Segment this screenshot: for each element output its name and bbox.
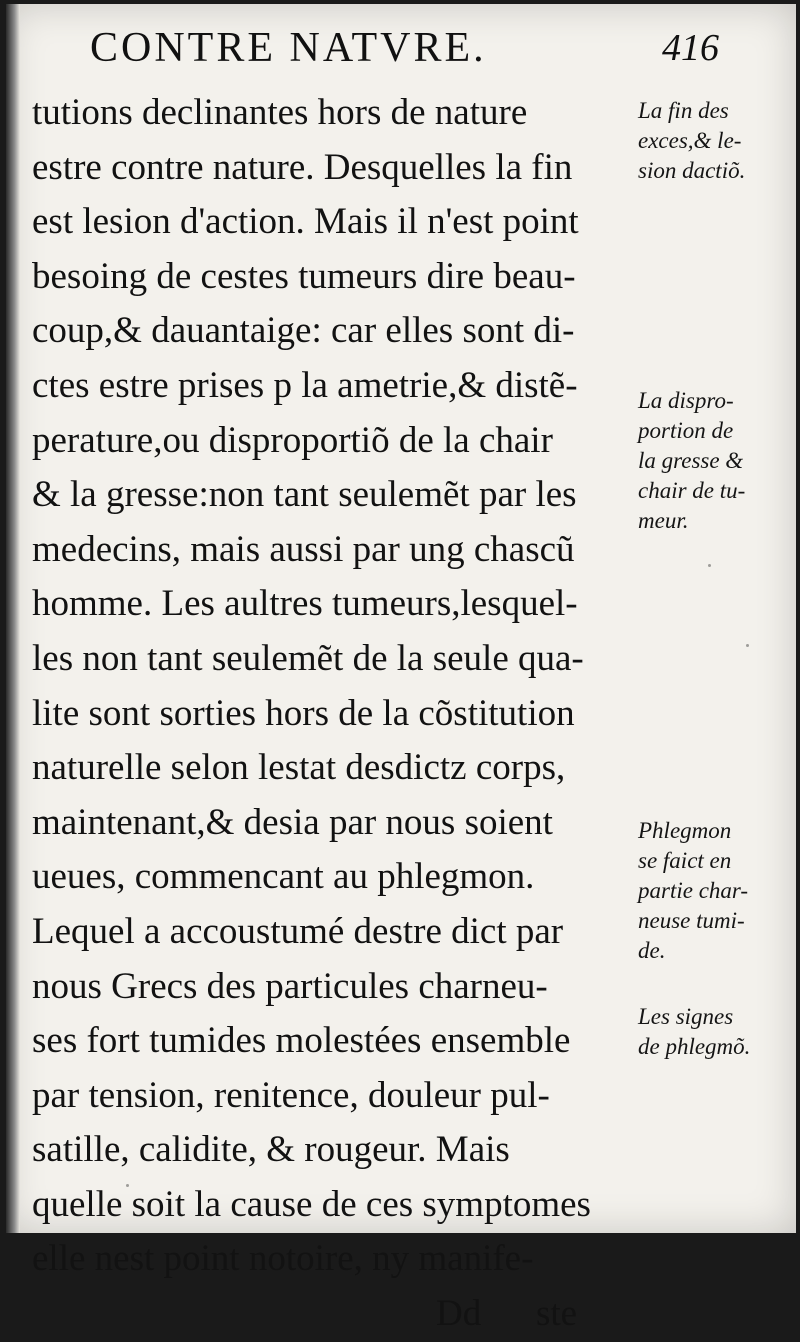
margin-note-line: partie char- [638, 878, 749, 903]
margin-note-line: sion dactiõ. [638, 158, 746, 183]
print-speck [126, 1184, 129, 1187]
text-line: & la gresse:non tant seulemẽt par les [32, 474, 577, 516]
margin-note [638, 386, 788, 536]
text-line: par tension, renitence, douleur pul- [32, 1074, 550, 1116]
text-line: quelle soit la cause de ces symptomes [32, 1183, 591, 1225]
book-page [6, 4, 796, 1335]
margin-note-line: chair de tu- [638, 478, 746, 503]
text-line: satille, calidite, & rougeur. Mais [32, 1129, 510, 1171]
margin-note-line: de phlegmõ. [638, 1034, 751, 1059]
text-line: nous Grecs des particules charneu- [32, 965, 548, 1007]
page-gutter-shadow [6, 4, 20, 1233]
margin-note-line: de. [638, 938, 666, 963]
text-line: maintenant,& desia par nous soient [32, 801, 553, 843]
margin-note [638, 816, 788, 966]
margin-note-line: portion de [638, 418, 734, 443]
text-line: elle nest point notoire, ny manife- [32, 1238, 534, 1280]
margin-note [638, 96, 788, 186]
text-line: medecins, mais aussi par ung chascũ [32, 528, 575, 570]
text-line: ctes estre prises p la ametrie,& distẽ- [32, 364, 578, 406]
margin-note-line: La fin des [638, 98, 729, 123]
text-line: coup,& dauantaige: car elles sont di- [32, 310, 575, 352]
text-line: les non tant seulemẽt de la seule qua- [32, 637, 584, 679]
text-line: homme. Les aultres tumeurs,lesquel- [32, 583, 578, 625]
margin-note-line: Les signes [638, 1004, 734, 1029]
margin-note-line: la gresse & [638, 448, 744, 473]
margin-note [638, 1002, 788, 1062]
text-line: naturelle selon lestat desdictz corps, [32, 747, 566, 789]
text-line: estre contre nature. Desquelles la fin [32, 146, 573, 188]
signature-line [32, 1287, 632, 1342]
print-speck [708, 564, 711, 567]
catchword: ste [536, 1293, 578, 1335]
margin-note-line: exces,& le- [638, 128, 742, 153]
text-line: besoing de cestes tumeurs dire beau- [32, 255, 576, 297]
margin-note-line: La dispro- [638, 388, 734, 413]
margin-note-line: meur. [638, 508, 689, 533]
page-number: 416 [662, 27, 719, 69]
text-line: Lequel a accoustumé destre dict par [32, 910, 564, 952]
text-line: perature,ou disproportiõ de la chair [32, 419, 553, 461]
text-line: est lesion d'action. Mais il n'est point [32, 201, 579, 243]
margin-note-line: neuse tumi- [638, 908, 745, 933]
text-line: tutions declinantes hors de nature [32, 92, 528, 133]
signature-mark: Dd [436, 1293, 482, 1335]
running-title: CONTRE NATVRE. [90, 25, 487, 71]
text-line: lite sont sorties hors de la cõstitution [32, 692, 575, 734]
margin-note-line: se faict en [638, 848, 732, 873]
text-line: ses fort tumides molestées ensemble [32, 1020, 571, 1062]
text-line: ueues, commencant au phlegmon. [32, 856, 535, 898]
margin-note-line: Phlegmon [638, 818, 732, 843]
print-speck [746, 644, 749, 647]
main-text-block [32, 86, 632, 1342]
